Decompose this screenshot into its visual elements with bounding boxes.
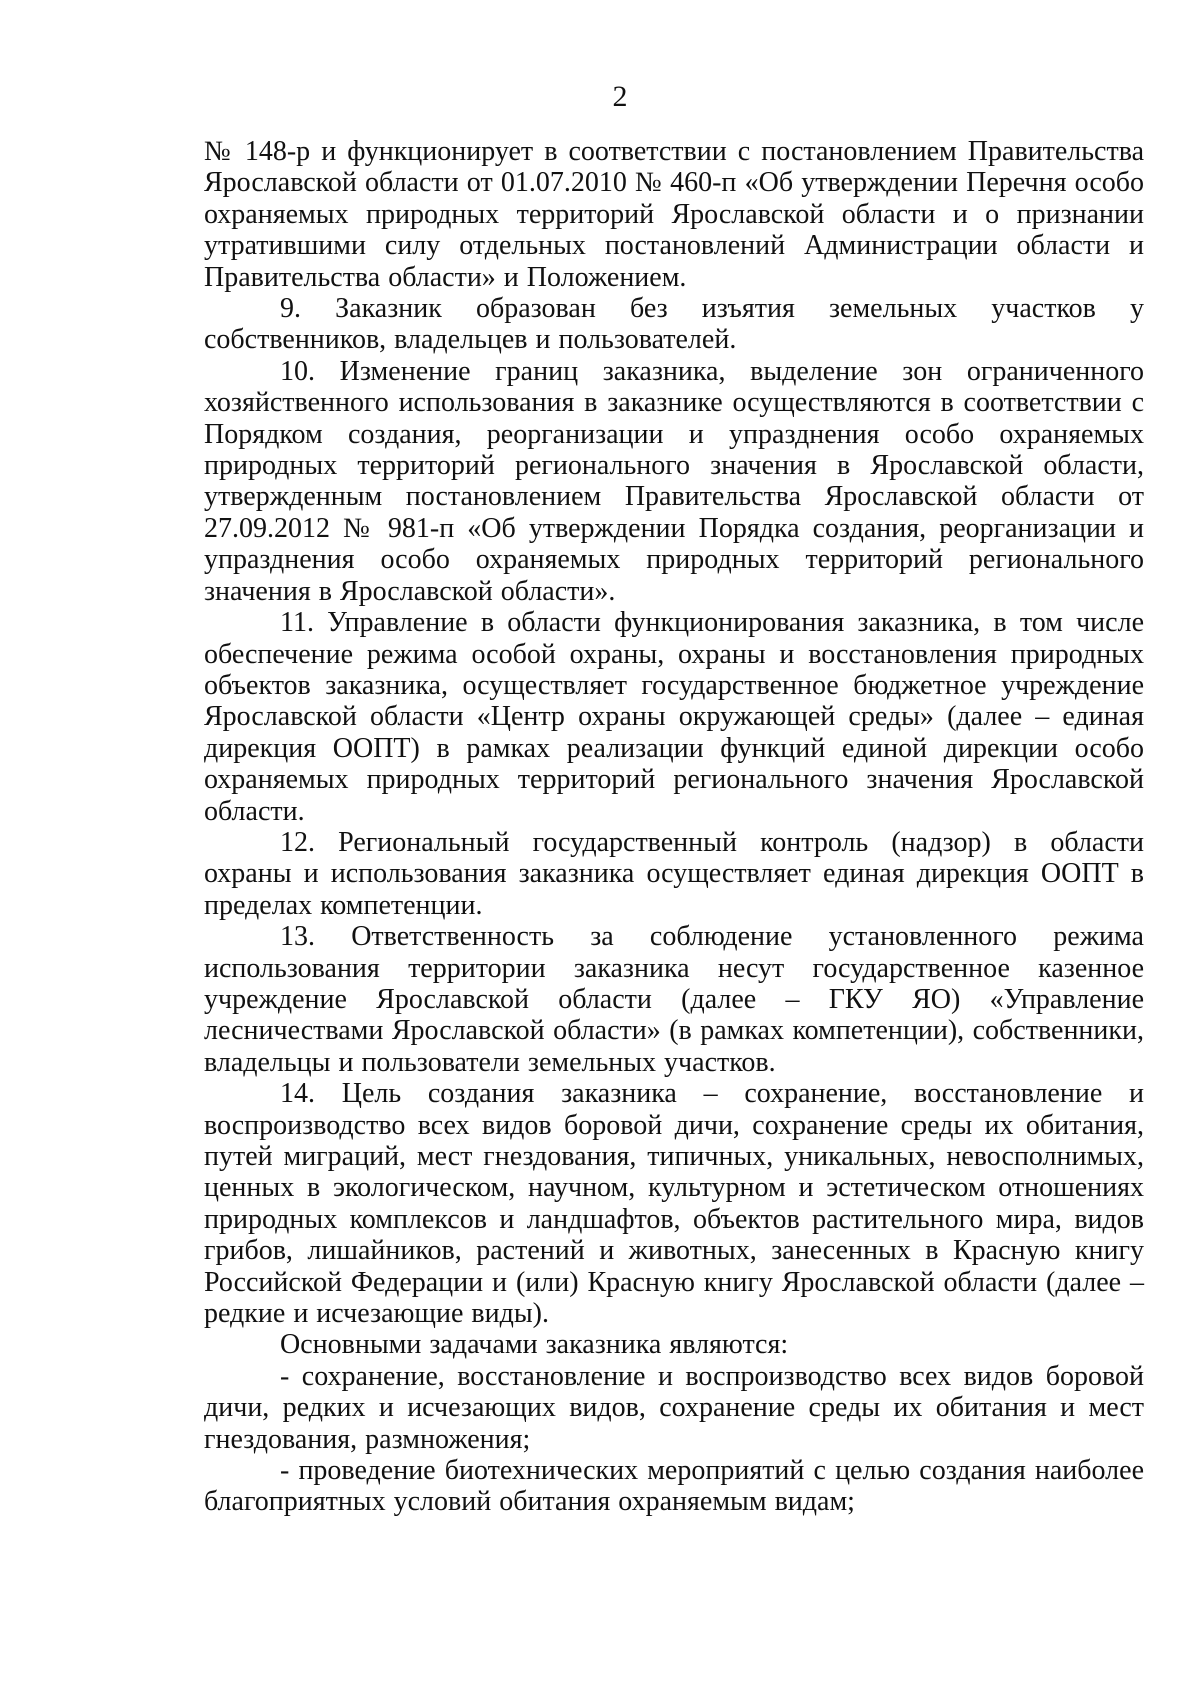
paragraph-item-13: 13. Ответственность за соблюдение установленного режима использования территории заказника несут государственное казенное учреждение Ярославской области (далее – ГКУ ЯО) «Управление лесничествами Ярославской области» (в рамках компетенции), собственники, владельцы и пользователи земельных участков. (204, 921, 1144, 1078)
page-number: 2 (612, 80, 628, 113)
paragraph-task-2: - проведение биотехнических мероприятий с целью создания наиболее благоприятных условий обитания охраняемым видам; (204, 1455, 1144, 1518)
paragraph-item-14: 14. Цель создания заказника – сохранение, восстановление и воспроизводство всех видов боровой дичи, сохранение среды их обитания, путей миграций, мест гнездования, типичных, уникальных, невосполнимых, ценных в экологическом, научном, культурном и эстетическом отношениях природных комплексов и ландшафтов, объектов растительного мира, видов грибов, лишайников, растений и животных, занесенных в Красную книгу Российской Федерации и (или) Красную книгу Ярославской области (далее – редкие и исчезающие виды). (204, 1078, 1144, 1330)
paragraph-item-10: 10. Изменение границ заказника, выделение зон ограниченного хозяйственного использования в заказнике осуществляются в соответствии с Порядком создания, реорганизации и упразднения особо охраняемых природных территорий регионального значения в Ярославской области, утвержденным постановлением Правительства Ярославской области от 27.09.2012 № 981-п «Об утверждении Порядка создания, реорганизации и упразднения особо охраняемых природных территорий регионального значения в Ярославской области». (204, 355, 1144, 607)
paragraph-item-9: 9. Заказник образован без изъятия земельных участков у собственников, владельцев и пользователей. (204, 293, 1144, 356)
document-body (204, 136, 1144, 1518)
paragraph-item-12: 12. Региональный государственный контроль (надзор) в области охраны и использования заказника осуществляет единая дирекция ООПТ в пределах компетенции. (204, 826, 1144, 921)
paragraph-task-1: - сохранение, восстановление и воспроизводство всех видов боровой дичи, редких и исчезающих видов, сохранение среды их обитания и мест гнездования, размножения; (204, 1360, 1144, 1455)
paragraph-continuation: № 148-р и функционирует в соответствии с постановлением Правительства Ярославской области от 01.07.2010 № 460-п «Об утверждении Перечня особо охраняемых природных территорий Ярославской области и о признании утратившими силу отдельных постановлений Администрации области и Правительства области» и Положением. (204, 136, 1144, 293)
paragraph-item-11: 11. Управление в области функционирования заказника, в том числе обеспечение режима особой охраны, охраны и восстановления природных объектов заказника, осуществляет государственное бюджетное учреждение Ярославской области «Центр охраны окружающей среды» (далее – единая дирекция ООПТ) в рамках реализации функций единой дирекции особо охраняемых природных территорий регионального значения Ярославской области. (204, 607, 1144, 827)
paragraph-tasks-heading: Основными задачами заказника являются: (280, 1329, 789, 1361)
